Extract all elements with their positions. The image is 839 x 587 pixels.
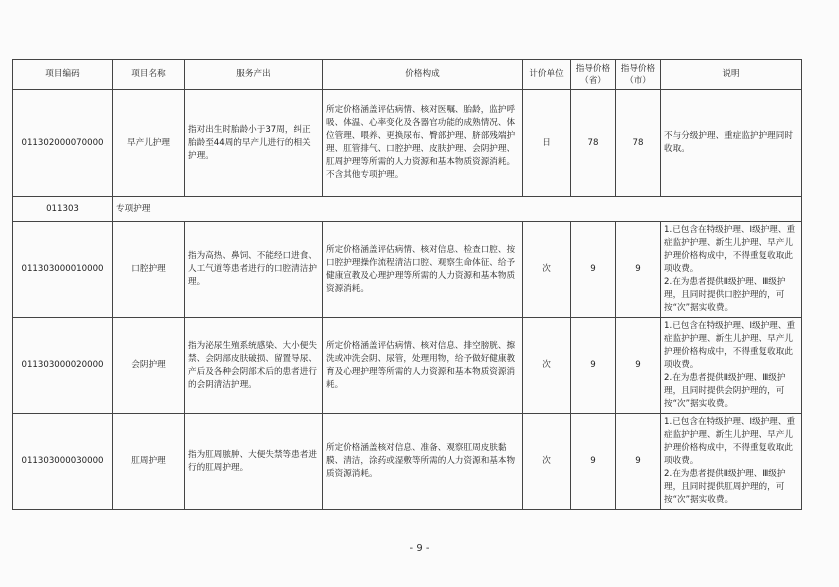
cell-note: 1.已包含在特级护理、Ⅰ级护理、重症监护护理、新生儿护理、早产儿护理价格构成中，不得重复收取此项收费。 2.在为患者提供Ⅱ级护理、Ⅲ级护理，且同时提供肛周护理的，可按“次”据实收费。 (661, 414, 802, 510)
cell-name: 肛周护理 (113, 414, 185, 510)
table-row (13, 222, 802, 318)
cell-city-price: 9 (616, 414, 661, 510)
table-row (13, 90, 802, 197)
cell-code: 011303000030000 (13, 414, 113, 510)
cell-unit: 次 (523, 318, 571, 414)
header-note: 说明 (661, 60, 802, 90)
cell-name: 口腔护理 (113, 222, 185, 318)
page-number: - 9 - (409, 543, 430, 554)
cell-province-price: 9 (571, 222, 616, 318)
header-name: 项目名称 (113, 60, 185, 90)
cell-service: 指对出生时胎龄小于37周，纠正胎龄至44周的早产儿进行的相关护理。 (185, 90, 323, 197)
section-row (13, 197, 802, 222)
cell-city-price: 9 (616, 222, 661, 318)
cell-service: 指为高热、鼻饲、不能经口进食、人工气道等患者进行的口腔清洁护理。 (185, 222, 323, 318)
section-name: 专项护理 (113, 197, 802, 222)
header-province-price: 指导价格 （省） (571, 60, 616, 90)
table-row (13, 414, 802, 510)
cell-code: 011303000020000 (13, 318, 113, 414)
header-service: 服务产出 (185, 60, 323, 90)
table-row (13, 318, 802, 414)
cell-city-price: 78 (616, 90, 661, 197)
cell-service: 指为肛周脓肿、大便失禁等患者进行的肛周护理。 (185, 414, 323, 510)
cell-price-composition: 所定价格涵盖核对信息、准备、观察肛周皮肤黏膜、清洁，涂药或湿敷等所需的人力资源和基本物质资源消耗。 (323, 414, 523, 510)
cell-price-composition: 所定价格涵盖评估病情、核对医嘱、胎龄，监护呼吸、体温、心率变化及各器官功能的成熟情况、体位管理、喂养、更换尿布、臀部护理、脐部残端护理、肛管排气、口腔护理、皮肤护理、会阴护理、肛周护理等所需的人力资源和基本物质资源消耗。不含其他专项护理。 (323, 90, 523, 197)
cell-code: 011303000010000 (13, 222, 113, 318)
cell-note: 1.已包含在特级护理、Ⅰ级护理、重症监护护理、新生儿护理、早产儿护理价格构成中，不得重复收取此项收费。 2.在为患者提供Ⅱ级护理、Ⅲ级护理，且同时提供会阴护理的，可按“次”据实收费。 (661, 318, 802, 414)
cell-note: 1.已包含在特级护理、Ⅰ级护理、重症监护护理、新生儿护理、早产儿护理价格构成中，不得重复收取此项收费。 2.在为患者提供Ⅱ级护理、Ⅲ级护理，且同时提供口腔护理的，可按“次”据实收费。 (661, 222, 802, 318)
cell-unit: 日 (523, 90, 571, 197)
header-code: 项目编码 (13, 60, 113, 90)
header-price-composition: 价格构成 (323, 60, 523, 90)
section-code: 011303 (13, 197, 113, 222)
cell-province-price: 9 (571, 414, 616, 510)
header-unit: 计价单位 (523, 60, 571, 90)
cell-code: 011302000070000 (13, 90, 113, 197)
cell-service: 指为泌尿生殖系统感染、大小便失禁、会阴部皮肤破损、留置导尿、产后及各种会阴部术后的患者进行的会阴清洁护理。 (185, 318, 323, 414)
cell-unit: 次 (523, 222, 571, 318)
table-header-row (13, 60, 802, 90)
cell-name: 会阴护理 (113, 318, 185, 414)
cell-province-price: 9 (571, 318, 616, 414)
cell-province-price: 78 (571, 90, 616, 197)
header-city-price: 指导价格 （市） (616, 60, 661, 90)
cell-note: 不与分级护理、重症监护护理同时收取。 (661, 90, 802, 197)
pricing-table (12, 59, 802, 510)
cell-price-composition: 所定价格涵盖评估病情、核对信息、排空膀胱、擦洗或冲洗会阴、尿管，处理用物，给予做好健康教育及心理护理等所需的人力资源和基本物质资源消耗。 (323, 318, 523, 414)
cell-price-composition: 所定价格涵盖评估病情、核对信息、检查口腔、按口腔护理操作流程清洁口腔、观察生命体征、给予健康宣教及心理护理等所需的人力资源和基本物质资源消耗。 (323, 222, 523, 318)
cell-unit: 次 (523, 414, 571, 510)
cell-city-price: 9 (616, 318, 661, 414)
cell-name: 早产儿护理 (113, 90, 185, 197)
